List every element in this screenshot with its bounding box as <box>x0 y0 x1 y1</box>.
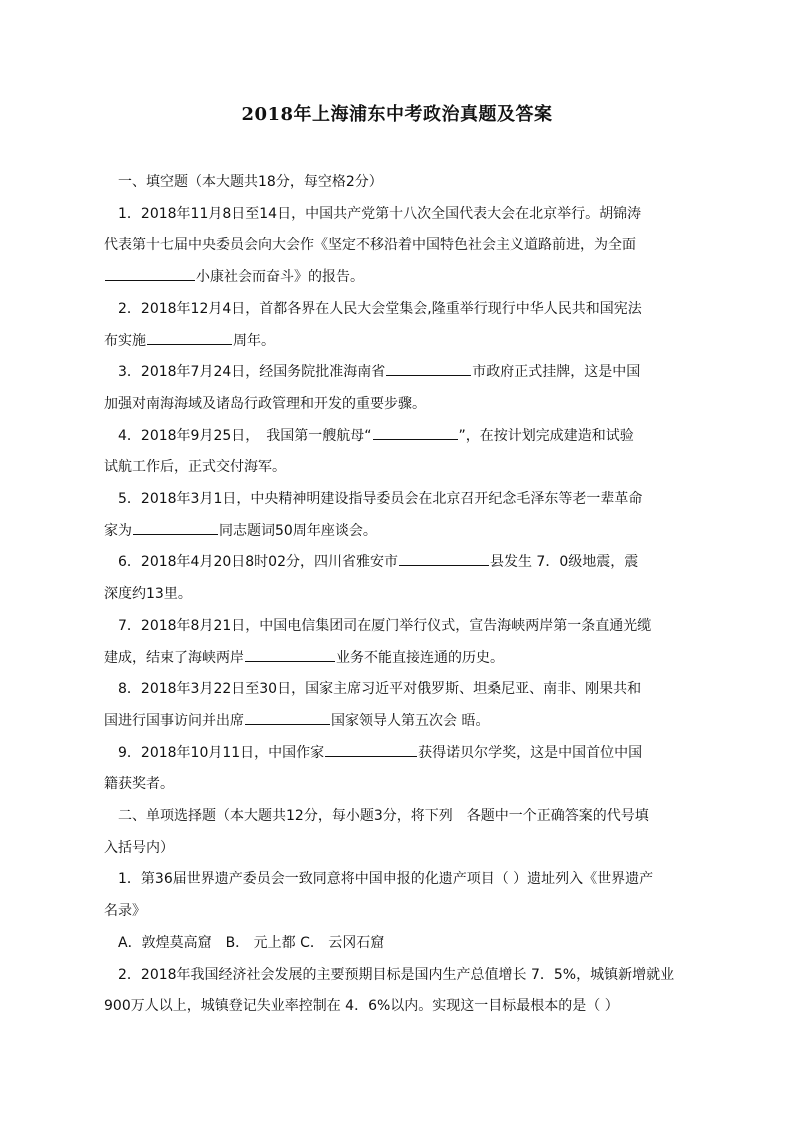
choice-question-1-options: A．敦煌莫高窟 B． 元上都 C． 云冈石窟 <box>118 934 385 951</box>
answer-blank <box>147 330 232 345</box>
answer-blank <box>373 425 458 440</box>
question-4-text-a: 4．2018年9月25日， 我国第一艘航母“ <box>118 427 372 444</box>
question-7-line-2 <box>104 643 678 675</box>
question-1-line-2: 代表第十七届中央委员会向大会作《坚定不移沿着中国特色社会主义道路前进，为全面 <box>104 237 636 254</box>
question-3-text-b: 市政府正式挂牌，这是中国 <box>472 364 641 381</box>
question-1-text: 小康社会而奋斗》的报告。 <box>196 269 364 286</box>
section-2-header-line-1: 二、单项选择题（本大题共12分，每小题3分，将下列 各题中一个正确答案的代号填 <box>118 808 649 825</box>
question-5-text-b: 同志题词50周年座谈会。 <box>219 522 377 539</box>
answer-blank <box>399 551 489 566</box>
question-3-text-a: 3．2018年7月24日，经国务院批准海南省 <box>118 364 386 381</box>
question-6-text-b: 县发生 7．0级地震，震 <box>489 554 639 571</box>
choice-question-2-line-2: 900万人以上，城镇登记失业率控制在 4．6%以内。实现这一目标最根本的是（ ） <box>104 998 619 1015</box>
question-1-line-3 <box>104 262 678 294</box>
document-title: 2018年上海浦东中考政治真题及答案 <box>241 104 553 125</box>
question-2-text-a: 布实施 <box>104 332 146 349</box>
question-4-line-2: 试航工作后，正式交付海军。 <box>104 459 286 476</box>
question-2-text-b: 周年。 <box>233 332 275 349</box>
choice-question-1-line-1: 1．第36届世界遗产委员会一致同意将中国申报的化遗产项目（ ）遗址列入《世界遗产 <box>118 871 654 888</box>
question-8-text-a: 国进行国事访问并出席 <box>104 712 244 729</box>
answer-blank <box>386 361 471 376</box>
answer-blank <box>245 710 330 725</box>
question-9-text-b: 获得诺贝尔学奖，这是中国首位中国 <box>418 744 643 761</box>
question-9-text-a: 9．2018年10月11日，中国作家 <box>118 744 325 761</box>
question-3-line-2: 加强对南海海域及诸岛行政管理和开发的重要步骤。 <box>104 395 426 412</box>
question-7-text-a: 建成，结束了海峡两岸 <box>104 649 244 666</box>
document-body <box>104 167 678 1023</box>
choice-question-1-line-2: 名录》 <box>104 903 146 920</box>
question-7-text-b: 业务不能直接连通的历史。 <box>336 649 504 666</box>
section-2-header-line-2: 入括号内） <box>104 839 174 856</box>
question-5-line-1: 5．2018年3月1日，中央精神明建设指导委员会在北京召开纪念毛泽东等老一辈革命 <box>118 491 643 508</box>
question-6-line-2: 深度约13里。 <box>104 586 192 603</box>
question-6-text-a: 6．2018年4月20日8时02分，四川省雅安市 <box>118 554 398 571</box>
question-1-line-1: 1．2018年11月8日至14日，中国共产党第十八次全国代表大会在北京举行。胡锦涛 <box>118 205 642 222</box>
question-4-line-1 <box>118 421 678 453</box>
answer-blank <box>133 520 218 535</box>
choice-question-2-line-1: 2．2018年我国经济社会发展的主要预期目标是国内生产总值增长 7．5%，城镇新增就业 <box>118 966 675 983</box>
section-1-header: 一、填空题（本大题共18分，每空格2分） <box>118 174 383 190</box>
question-9-line-2: 籍获奖者。 <box>104 776 174 793</box>
question-8-line-2 <box>104 706 678 738</box>
question-2-line-2 <box>104 326 678 358</box>
answer-blank <box>245 647 335 662</box>
question-4-text-b: ”，在按计划完成建造和试验 <box>458 427 634 444</box>
answer-blank <box>105 266 195 281</box>
question-6-line-1 <box>118 547 678 579</box>
question-7-line-1: 7．2018年8月21日，中国电信集团司在厦门举行仪式，宣告海峡两岸第一条直通光缆 <box>118 617 652 634</box>
answer-blank <box>325 742 417 757</box>
question-9-line-1 <box>118 738 678 770</box>
question-2-line-1: 2．2018年12月4日，首都各界在人民大会堂集会,隆重举行现行中华人民共和国宪法 <box>118 300 642 317</box>
question-3-line-1 <box>118 357 678 389</box>
question-5-line-2 <box>104 516 678 548</box>
question-5-text-a: 家为 <box>104 522 132 539</box>
question-8-line-1: 8．2018年3月22日至30日，国家主席习近平对俄罗斯、坦桑尼亚、南非、刚果共和 <box>118 681 642 698</box>
question-8-text-b: 国家领导人第五次会 晤。 <box>331 712 490 729</box>
